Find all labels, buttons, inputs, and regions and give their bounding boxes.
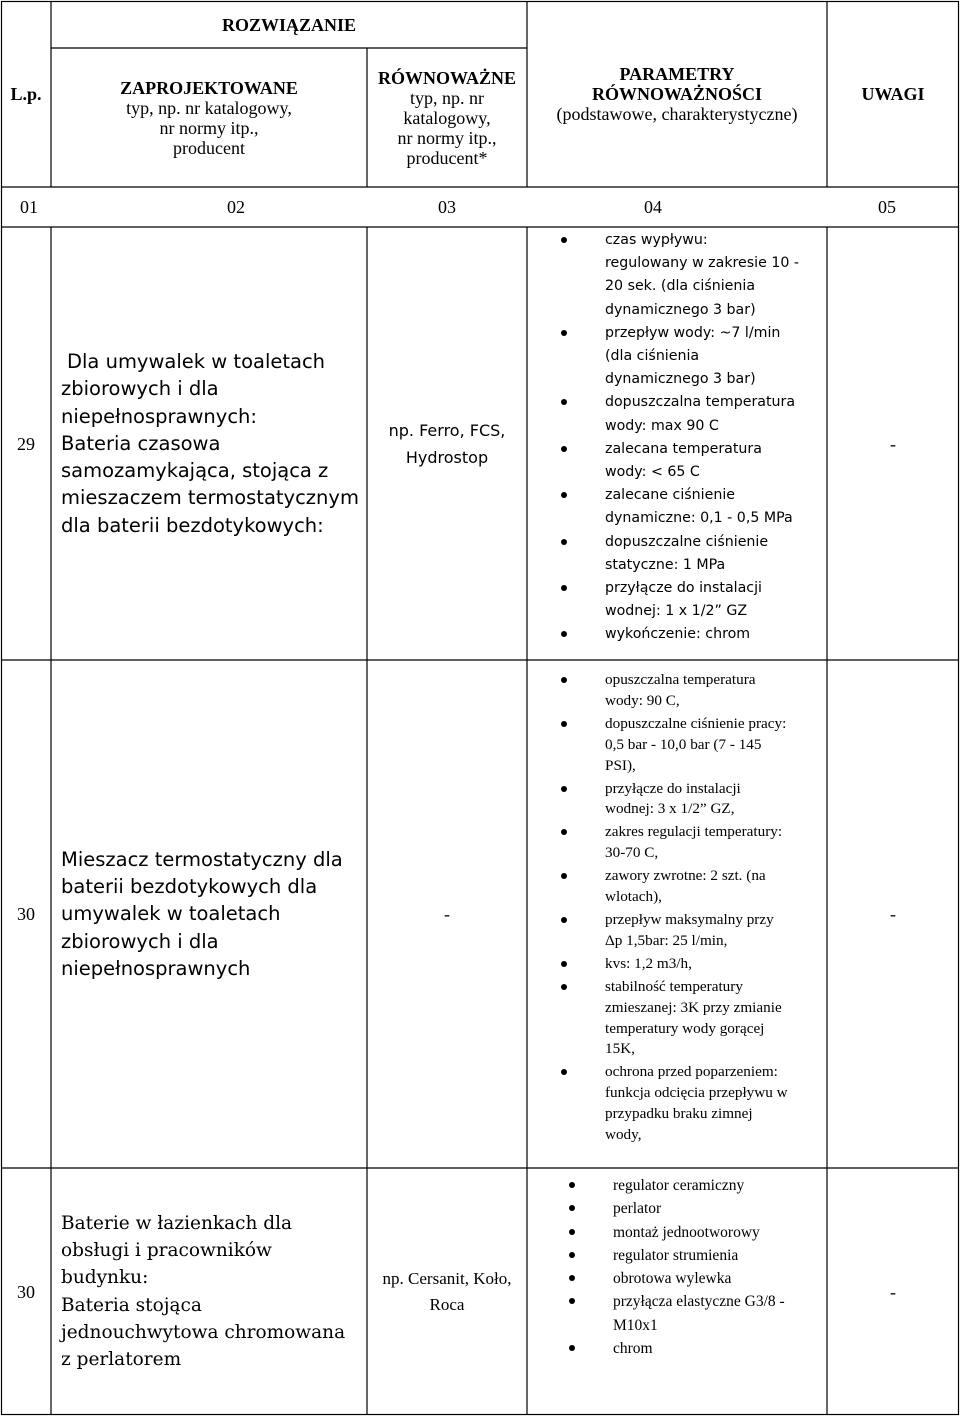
designed-line: dla baterii bezdotykowych: bbox=[61, 513, 324, 537]
row-30a-equivalent bbox=[367, 660, 527, 1168]
header-equiv-sub3: nr normy itp., bbox=[397, 127, 497, 148]
designed-line: niepełnosprawnych bbox=[61, 956, 251, 980]
equivalent-line: np. Cersanit, Koło, bbox=[382, 1268, 512, 1288]
header-lp-label: L.p. bbox=[10, 84, 42, 104]
bullet-icon bbox=[569, 1229, 575, 1235]
bullet-icon bbox=[561, 330, 567, 336]
row-30a-designed bbox=[61, 660, 365, 1168]
col-number-04 bbox=[644, 187, 684, 227]
designed-line: obsługi i pracowników bbox=[61, 1240, 272, 1262]
param-item: zakres regulacji temperatury: 30-70 C, bbox=[561, 822, 827, 864]
param-item: stabilność temperatury zmieszanej: 3K przy zmianie temperatury wody gorącej 15K, bbox=[561, 977, 827, 1061]
bullet-icon bbox=[561, 237, 567, 243]
row-29-params bbox=[561, 229, 827, 659]
col-number-03 bbox=[438, 187, 478, 227]
remarks-value: - bbox=[890, 904, 896, 924]
bullet-icon bbox=[561, 829, 567, 835]
param-item: przyłącze do instalacji wodnej: 3 x 1/2” GZ, bbox=[561, 779, 827, 821]
designed-line: budynku: bbox=[61, 1267, 149, 1289]
param-item: zawory zwrotne: 2 szt. (na wlotach), bbox=[561, 866, 827, 908]
header-designed bbox=[51, 48, 367, 187]
param-item: zalecane ciśnienie dynamiczne: 0,1 - 0,5 MPa bbox=[561, 484, 827, 530]
param-item: opuszczalna temperatura wody: 90 C, bbox=[561, 670, 827, 712]
equivalent-line: Hydrostop bbox=[405, 447, 489, 467]
param-item: wykończenie: chrom bbox=[561, 623, 827, 646]
designed-line: samozamykająca, stojąca z bbox=[61, 459, 329, 483]
equivalent-line: Roca bbox=[429, 1294, 465, 1314]
param-item: przepływ wody: ~7 l/min (dla ciśnienia dynamicznego 3 bar) bbox=[561, 322, 827, 392]
row-30b-lp bbox=[1, 1168, 51, 1415]
col-number-label: 04 bbox=[644, 197, 662, 217]
designed-line: Mieszacz termostatyczny dla bbox=[61, 847, 343, 871]
header-equiv-sub1: typ, np. nr bbox=[409, 87, 484, 108]
bullet-icon bbox=[569, 1182, 575, 1188]
param-item: czas wypływu: regulowany w zakresie 10 - 20 sek. (dla ciśnienia dynamicznego 3 bar) bbox=[561, 229, 827, 322]
bullet-icon bbox=[569, 1275, 575, 1281]
header-params-title1: PARAMETRY bbox=[619, 64, 735, 84]
param-item: perlator bbox=[569, 1197, 827, 1220]
designed-line: zbiorowych i dla bbox=[61, 929, 219, 953]
col-number-01 bbox=[20, 187, 60, 227]
bullet-icon bbox=[561, 677, 567, 683]
param-item: obrotowa wylewka bbox=[569, 1267, 827, 1290]
row-30a-remarks bbox=[827, 660, 959, 1168]
bullet-icon bbox=[561, 492, 567, 498]
designed-line: Bateria czasowa bbox=[61, 431, 221, 455]
equivalent-line: np. Ferro, FCS, bbox=[388, 420, 506, 440]
designed-line: niepełnosprawnych: bbox=[61, 404, 257, 428]
col-number-label: 02 bbox=[227, 197, 245, 217]
bullet-icon bbox=[561, 446, 567, 452]
param-item: dopuszczalna temperatura wody: max 90 C bbox=[561, 391, 827, 437]
header-params bbox=[527, 1, 827, 187]
param-item: montaż jednootworowy bbox=[569, 1221, 827, 1244]
row-lp-label: 30 bbox=[17, 904, 35, 924]
designed-line: Bateria stojąca bbox=[61, 1294, 202, 1316]
bullet-icon bbox=[569, 1298, 575, 1304]
designed-line: mieszaczem termostatycznym bbox=[61, 486, 359, 510]
row-lp-label: 29 bbox=[17, 433, 35, 454]
header-equivalent bbox=[367, 48, 527, 187]
designed-line: baterii bezdotykowych dla bbox=[61, 875, 318, 899]
bullet-icon bbox=[561, 399, 567, 405]
param-item: regulator strumienia bbox=[569, 1244, 827, 1267]
row-29-designed bbox=[61, 227, 365, 660]
header-equiv-sub4: producent* bbox=[406, 147, 488, 168]
bullet-icon bbox=[561, 539, 567, 545]
header-designed-sub2: nr normy itp., bbox=[159, 117, 259, 138]
header-solution-label: ROZWIĄZANIE bbox=[221, 14, 357, 35]
col-number-label: 01 bbox=[20, 197, 38, 217]
param-item: zalecana temperatura wody: < 65 C bbox=[561, 438, 827, 484]
param-item: dopuszczalne ciśnienie pracy: 0,5 bar - 10,0 bar (7 - 145 PSI), bbox=[561, 714, 827, 777]
row-29-lp bbox=[1, 227, 51, 660]
col-number-label: 03 bbox=[438, 197, 456, 217]
remarks-value: - bbox=[890, 433, 896, 454]
header-remarks bbox=[827, 1, 959, 187]
header-designed-sub1: typ, np. nr katalogowy, bbox=[126, 97, 292, 118]
param-item: przyłącze do instalacji wodnej: 1 x 1/2” GZ bbox=[561, 577, 827, 623]
designed-line: zbiorowych i dla bbox=[61, 377, 219, 401]
row-30a-params bbox=[561, 670, 827, 1166]
param-item: ochrona przed poparzeniem: funkcja odcięcia przepływu w przypadku braku zimnej wody, bbox=[561, 1062, 827, 1146]
bullet-icon bbox=[561, 631, 567, 637]
header-designed-sub3: producent bbox=[173, 137, 245, 158]
header-params-title2: RÓWNOWAŻNOŚCI bbox=[591, 84, 762, 104]
row-29-equivalent bbox=[367, 227, 527, 660]
row-30b-params bbox=[569, 1174, 827, 1412]
row-lp-label: 30 bbox=[17, 1281, 35, 1302]
param-item: regulator ceramiczny bbox=[569, 1174, 827, 1197]
header-remarks-label: UWAGI bbox=[861, 84, 925, 104]
header-equiv-title: RÓWNOWAŻNE bbox=[377, 67, 516, 88]
col-number-05 bbox=[878, 187, 918, 227]
bullet-icon bbox=[561, 721, 567, 727]
row-30a-lp bbox=[1, 660, 51, 1168]
designed-line: z perlatorem bbox=[61, 1348, 182, 1370]
designed-line: Baterie w łazienkach dla bbox=[61, 1212, 293, 1234]
bullet-icon bbox=[561, 786, 567, 792]
row-30b-remarks bbox=[827, 1168, 959, 1415]
bullet-icon bbox=[569, 1205, 575, 1211]
header-params-sub: (podstawowe, charakterystyczne) bbox=[556, 104, 798, 124]
bullet-icon bbox=[569, 1252, 575, 1258]
param-item: chrom bbox=[569, 1337, 827, 1360]
bullet-icon bbox=[561, 917, 567, 923]
param-item: dopuszczalne ciśnienie statyczne: 1 MPa bbox=[561, 531, 827, 577]
equivalent-line: - bbox=[444, 904, 450, 924]
bullet-icon bbox=[561, 1069, 567, 1075]
designed-line: Dla umywalek w toaletach bbox=[67, 350, 326, 374]
row-29-remarks bbox=[827, 227, 959, 660]
row-30b-equivalent bbox=[367, 1168, 527, 1415]
param-item: kvs: 1,2 m3/h, bbox=[561, 954, 827, 975]
bullet-icon bbox=[561, 873, 567, 879]
col-number-02 bbox=[227, 187, 267, 227]
designed-line: umywalek w toaletach bbox=[61, 902, 281, 926]
header-designed-title: ZAPROJEKTOWANE bbox=[120, 77, 298, 98]
param-item: przepływ maksymalny przy Δp 1,5bar: 25 l/min, bbox=[561, 910, 827, 952]
col-number-label: 05 bbox=[878, 197, 896, 217]
bullet-icon bbox=[561, 984, 567, 990]
designed-line: jednouchwytowa chromowana bbox=[61, 1321, 346, 1343]
bullet-icon bbox=[561, 961, 567, 967]
row-30b-designed bbox=[61, 1168, 365, 1415]
param-item: przyłącza elastyczne G3/8 - M10x1 bbox=[569, 1290, 827, 1337]
header-equiv-sub2: katalogowy, bbox=[403, 107, 491, 128]
bullet-icon bbox=[569, 1345, 575, 1351]
bullet-icon bbox=[561, 585, 567, 591]
remarks-value: - bbox=[890, 1281, 896, 1302]
header-solution bbox=[51, 1, 527, 48]
header-lp bbox=[1, 1, 51, 187]
